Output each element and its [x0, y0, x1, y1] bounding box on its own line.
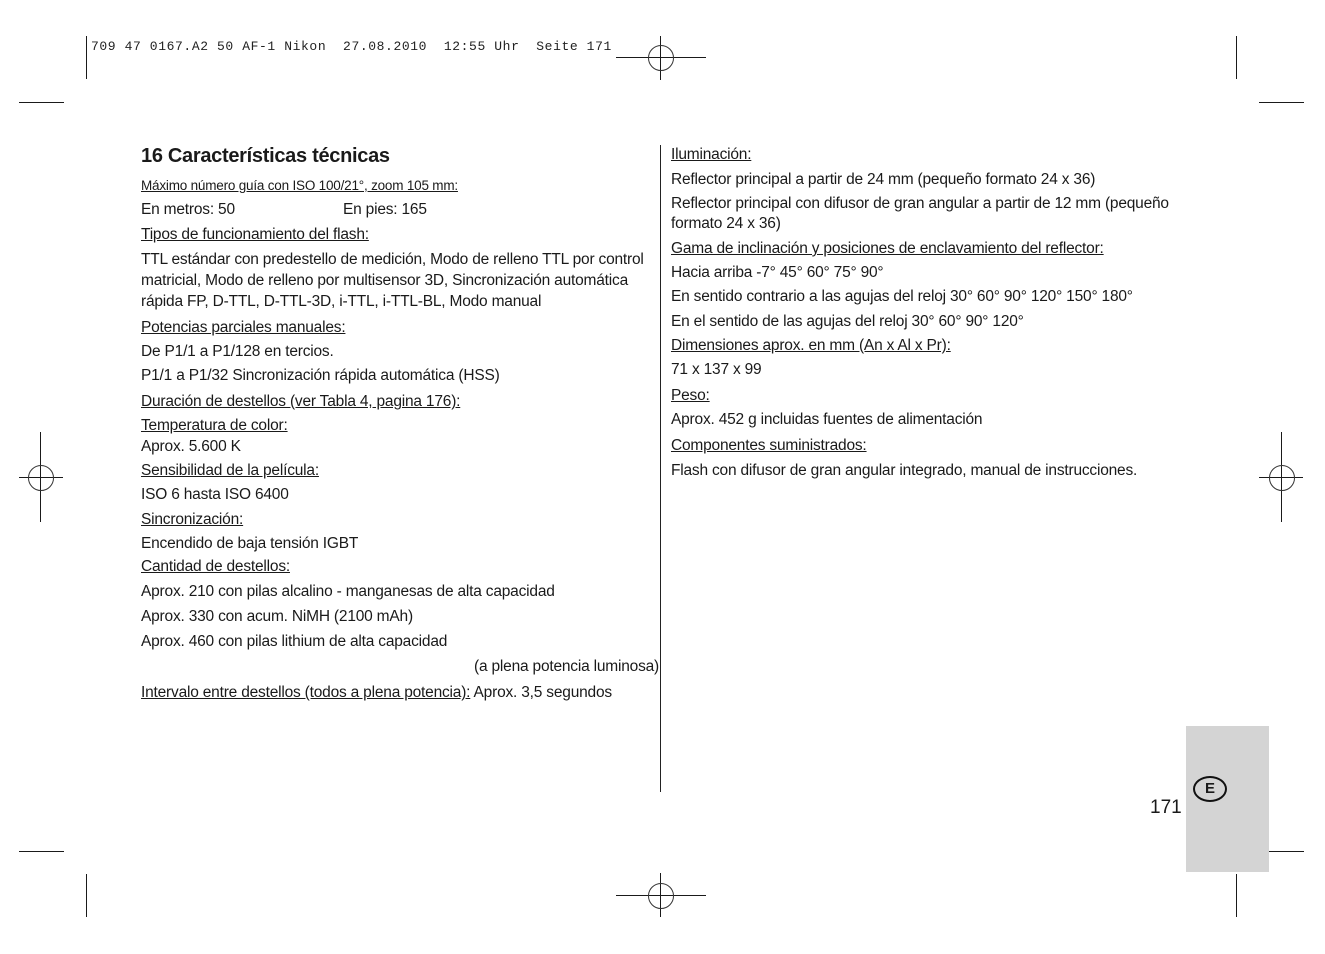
flash-count-line: Aprox. 460 con pilas lithium de alta capacidad: [141, 633, 448, 650]
registration-circle: [648, 45, 674, 71]
registration-circle: [28, 465, 54, 491]
tilt-range-label: Gama de inclinación y posiciones de enclavamiento del reflector:: [671, 240, 1104, 257]
flash-duration-label: Duración de destellos (ver Tabla 4, pagina 176):: [141, 393, 461, 410]
tilt-cw-value: En el sentido de las agujas del reloj 30° 60° 90° 120°: [671, 313, 1024, 330]
flash-modes-label: Tipos de funcionamiento del flash:: [141, 226, 369, 243]
illumination-line: Reflector principal con difusor de gran angular a partir de 12 mm (pequeño: [671, 195, 1169, 212]
flash-modes-line: rápida FP, D-TTL, D-TTL-3D, i-TTL, i-TTL-BL, Modo manual: [141, 293, 542, 310]
column-divider: [660, 145, 661, 792]
crop-mark: [86, 36, 87, 79]
section-title: 16 Características técnicas: [141, 145, 390, 167]
sync-label: Sincronización:: [141, 511, 244, 528]
guide-number-label: Máximo número guía con ISO 100/21°, zoom 105 mm:: [141, 178, 458, 193]
illumination-label: Iluminación:: [671, 146, 752, 163]
guide-number-meters: En metros: 50: [141, 201, 235, 218]
crop-mark: [19, 102, 64, 103]
dimensions-label: Dimensiones aprox. en mm (An x Al x Pr):: [671, 337, 951, 354]
language-badge: E: [1193, 776, 1227, 802]
flash-count-line: Aprox. 210 con pilas alcalino - manganesas de alta capacidad: [141, 583, 555, 600]
crop-mark: [86, 874, 87, 917]
illumination-line: Reflector principal a partir de 24 mm (pequeño formato 24 x 36): [671, 171, 1096, 188]
flash-modes-line: matricial, Modo de relleno por multisensor 3D, Sincronización automática: [141, 272, 628, 289]
supplied-components-label: Componentes suministrados:: [671, 437, 867, 454]
color-temperature-value: Aprox. 5.600 K: [141, 438, 241, 455]
flash-interval: [141, 684, 612, 702]
flash-interval-label: Intervalo entre destellos (todos a plena potencia):: [141, 684, 471, 701]
guide-number-feet: En pies: 165: [343, 201, 427, 218]
print-header: 709 47 0167.A2 50 AF-1 Nikon 27.08.2010 12:55 Uhr Seite 171: [91, 39, 612, 54]
dimensions-value: 71 x 137 x 99: [671, 361, 762, 378]
partial-power-label: Potencias parciales manuales:: [141, 319, 346, 336]
crop-mark: [19, 851, 64, 852]
tilt-ccw-value: En sentido contrario a las agujas del reloj 30° 60° 90° 120° 150° 180°: [671, 288, 1133, 305]
weight-label: Peso:: [671, 387, 710, 404]
crop-mark: [1259, 102, 1304, 103]
flash-count-note: (a plena potencia luminosa): [474, 658, 660, 675]
flash-count-label: Cantidad de destellos:: [141, 558, 290, 575]
tilt-up-value: Hacia arriba -7° 45° 60° 75° 90°: [671, 264, 884, 281]
flash-count-line: Aprox. 330 con acum. NiMH (2100 mAh): [141, 608, 413, 625]
sync-value: Encendido de baja tensión IGBT: [141, 535, 359, 552]
partial-power-line: De P1/1 a P1/128 en tercios.: [141, 343, 334, 360]
flash-interval-value: Aprox. 3,5 segundos: [470, 684, 612, 701]
registration-circle: [648, 883, 674, 909]
supplied-components-value: Flash con difusor de gran angular integrado, manual de instrucciones.: [671, 462, 1138, 479]
flash-modes-line: TTL estándar con predestello de medición, Modo de relleno TTL por control: [141, 251, 644, 268]
partial-power-line: P1/1 a P1/32 Sincronización rápida automática (HSS): [141, 367, 500, 384]
registration-circle: [1269, 465, 1295, 491]
film-sensitivity-value: ISO 6 hasta ISO 6400: [141, 486, 289, 503]
crop-mark: [1236, 36, 1237, 79]
weight-value: Aprox. 452 g incluidas fuentes de alimentación: [671, 411, 983, 428]
color-temperature-label: Temperatura de color:: [141, 417, 288, 434]
illumination-line: formato 24 x 36): [671, 215, 781, 232]
crop-mark: [1236, 874, 1237, 917]
film-sensitivity-label: Sensibilidad de la película:: [141, 462, 319, 479]
page-number: 171: [1150, 797, 1182, 818]
